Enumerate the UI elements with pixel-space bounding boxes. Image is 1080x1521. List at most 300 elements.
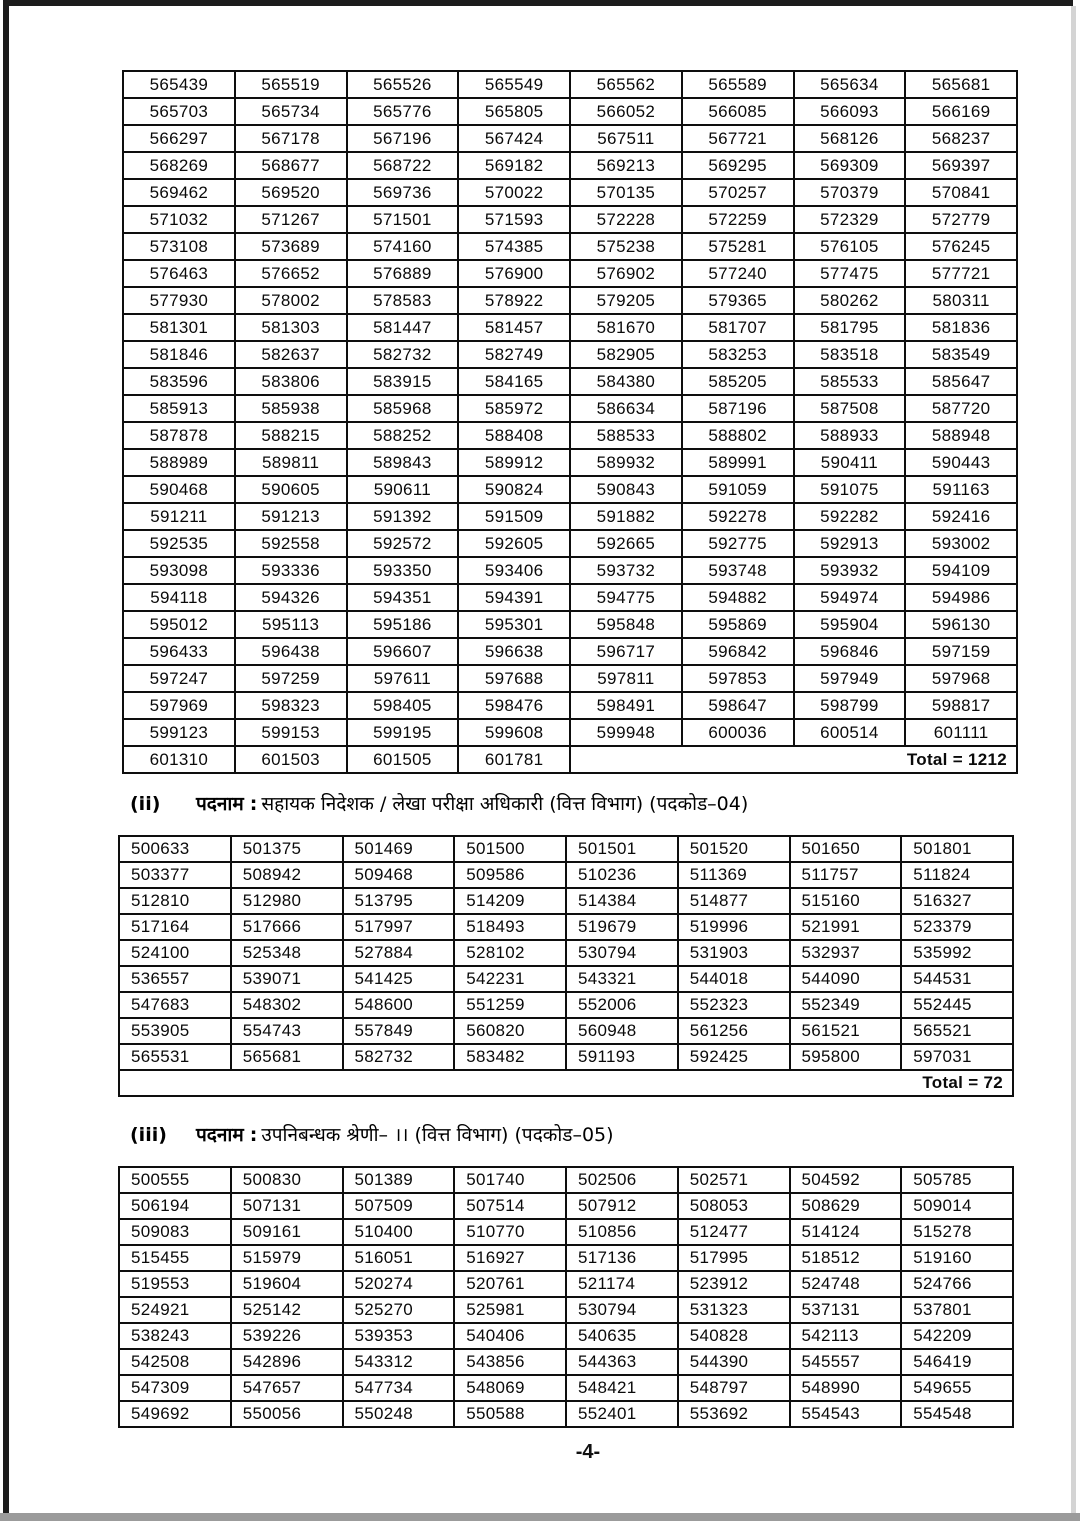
roll-number-cell: 570379 [794,179,906,206]
roll-number-cell: 581301 [123,314,235,341]
roll-number-cell: 601505 [347,746,459,773]
section-ii-heading [118,790,1018,818]
roll-number-cell: 524100 [119,940,231,966]
roll-number-cell: 554543 [790,1401,902,1427]
section-i [122,70,1018,774]
post-name-label: पदनाम [196,1124,244,1146]
roll-number-cell: 571501 [347,206,459,233]
roll-number-cell: 586634 [570,395,682,422]
roll-number-cell: 568237 [905,125,1017,152]
roll-number-cell: 512477 [678,1219,790,1245]
roll-number-cell: 585938 [235,395,347,422]
roll-number-cell: 508942 [231,862,343,888]
table-row [123,665,1017,692]
roll-number-cell: 569213 [570,152,682,179]
roll-number-cell: 582905 [570,341,682,368]
roll-number-cell: 521991 [790,914,902,940]
table-row [123,449,1017,476]
roll-number-cell: 570135 [570,179,682,206]
roll-number-cell: 530794 [566,1297,678,1323]
roll-number-cell: 597611 [347,665,459,692]
table-row [123,233,1017,260]
roll-number-cell: 565734 [235,98,347,125]
roll-number-cell: 592416 [905,503,1017,530]
roll-number-cell: 593748 [682,557,794,584]
roll-number-cell: 501500 [454,836,566,862]
roll-number-cell: 597949 [794,665,906,692]
table-row [123,503,1017,530]
roll-number-cell: 573108 [123,233,235,260]
roll-number-cell: 599608 [458,719,570,746]
roll-number-cell: 577240 [682,260,794,287]
roll-number-cell: 596717 [570,638,682,665]
roll-number-table-i [122,70,1018,774]
table-row [119,966,1013,992]
roll-number-cell: 583549 [905,341,1017,368]
roll-number-cell: 587196 [682,395,794,422]
roll-number-cell: 539353 [343,1323,455,1349]
table-row [123,584,1017,611]
page-edge-left [3,0,9,1513]
roll-number-cell: 591211 [123,503,235,530]
table-row [123,98,1017,125]
table-row [119,992,1013,1018]
roll-number-cell: 588215 [235,422,347,449]
roll-number-cell: 596638 [458,638,570,665]
roll-number-cell: 565519 [235,71,347,98]
roll-number-table-iii [118,1166,1014,1428]
roll-number-cell: 592913 [794,530,906,557]
table-row [123,530,1017,557]
roll-number-cell: 548421 [566,1375,678,1401]
roll-number-cell: 525142 [231,1297,343,1323]
page-edge-bottom [0,1513,1080,1521]
roll-number-cell: 601310 [123,746,235,773]
roll-number-cell: 514877 [678,888,790,914]
roll-number-cell: 583518 [794,341,906,368]
roll-number-cell: 569397 [905,152,1017,179]
roll-number-cell: 587878 [123,422,235,449]
total-cell: Total = 1212 [570,746,1017,773]
roll-number-cell: 501520 [678,836,790,862]
roll-number-cell: 541425 [343,966,455,992]
roll-number-cell: 552401 [566,1401,678,1427]
roll-number-cell: 544363 [566,1349,678,1375]
roll-number-cell: 550248 [343,1401,455,1427]
roll-number-cell: 581846 [123,341,235,368]
page-number: -4- [575,1441,601,1463]
roll-number-cell: 592282 [794,503,906,530]
page-edge-right [1071,6,1076,1513]
roll-number-cell: 501801 [901,836,1013,862]
roll-number-cell: 590824 [458,476,570,503]
table-row [119,1044,1013,1070]
roll-number-cell: 512810 [119,888,231,914]
roll-number-cell: 547657 [231,1375,343,1401]
roll-number-cell: 593932 [794,557,906,584]
table-row [119,862,1013,888]
table-row [123,341,1017,368]
roll-number-cell: 576900 [458,260,570,287]
roll-number-cell: 597968 [905,665,1017,692]
roll-number-cell: 581836 [905,314,1017,341]
roll-number-cell: 553692 [678,1401,790,1427]
section-ii [118,790,1018,1097]
roll-number-cell: 500555 [119,1167,231,1193]
roll-number-cell: 569182 [458,152,570,179]
table-row [119,1245,1013,1271]
roll-number-cell: 517164 [119,914,231,940]
roll-number-cell: 547683 [119,992,231,1018]
roll-number-cell: 557849 [343,1018,455,1044]
roll-number-cell: 550056 [231,1401,343,1427]
roll-number-cell: 565589 [682,71,794,98]
roll-number-cell: 579365 [682,287,794,314]
roll-number-cell: 518493 [454,914,566,940]
roll-number-cell: 582732 [347,341,459,368]
roll-number-cell: 593732 [570,557,682,584]
table-row [119,1401,1013,1427]
roll-number-cell: 567511 [570,125,682,152]
roll-number-cell: 578922 [458,287,570,314]
roll-number-cell: 591193 [566,1044,678,1070]
roll-number-cell: 572779 [905,206,1017,233]
roll-number-cell: 593002 [905,530,1017,557]
roll-number-cell: 589932 [570,449,682,476]
roll-number-cell: 576463 [123,260,235,287]
roll-number-cell: 525348 [231,940,343,966]
table-row [123,557,1017,584]
roll-number-cell: 504592 [790,1167,902,1193]
roll-number-cell: 509161 [231,1219,343,1245]
roll-number-cell: 569462 [123,179,235,206]
roll-number-cell: 585972 [458,395,570,422]
roll-number-cell: 552445 [901,992,1013,1018]
roll-number-cell: 561521 [790,1018,902,1044]
table-row [119,1271,1013,1297]
roll-number-cell: 575281 [682,233,794,260]
roll-number-cell: 572329 [794,206,906,233]
roll-number-cell: 513795 [343,888,455,914]
roll-number-cell: 568677 [235,152,347,179]
roll-number-cell: 582637 [235,341,347,368]
roll-number-cell: 554743 [231,1018,343,1044]
page-edge-top [3,0,1073,6]
roll-number-cell: 544090 [790,966,902,992]
roll-number-cell: 587720 [905,395,1017,422]
roll-number-cell: 591882 [570,503,682,530]
roll-number-cell: 510770 [454,1219,566,1245]
roll-number-cell: 595800 [790,1044,902,1070]
roll-number-cell: 509468 [343,862,455,888]
roll-number-cell: 585968 [347,395,459,422]
roll-number-cell: 581303 [235,314,347,341]
roll-number-cell: 596438 [235,638,347,665]
roll-number-cell: 566052 [570,98,682,125]
roll-number-cell: 524766 [901,1271,1013,1297]
roll-number-cell: 519553 [119,1271,231,1297]
roll-number-cell: 598405 [347,692,459,719]
roll-number-cell: 570022 [458,179,570,206]
roll-number-cell: 595012 [123,611,235,638]
roll-number-cell: 588989 [123,449,235,476]
roll-number-cell: 591075 [794,476,906,503]
roll-number-cell: 501469 [343,836,455,862]
roll-number-cell: 515455 [119,1245,231,1271]
roll-number-cell: 568269 [123,152,235,179]
roll-number-cell: 543312 [343,1349,455,1375]
roll-number-cell: 565521 [901,1018,1013,1044]
roll-number-cell: 535992 [901,940,1013,966]
roll-number-cell: 584165 [458,368,570,395]
roll-number-cell: 567178 [235,125,347,152]
roll-number-cell: 543321 [566,966,678,992]
roll-number-cell: 514124 [790,1219,902,1245]
roll-number-cell: 500633 [119,836,231,862]
roll-number-cell: 565776 [347,98,459,125]
roll-number-cell: 523379 [901,914,1013,940]
roll-number-cell: 517136 [566,1245,678,1271]
roll-number-cell: 542508 [119,1349,231,1375]
roll-number-cell: 553905 [119,1018,231,1044]
roll-number-cell: 515278 [901,1219,1013,1245]
roll-number-cell: 531903 [678,940,790,966]
roll-number-cell: 560820 [454,1018,566,1044]
roll-number-cell: 511757 [790,862,902,888]
section-iii-index: (iii) [130,1124,167,1146]
roll-number-cell: 568126 [794,125,906,152]
roll-number-cell: 517997 [343,914,455,940]
roll-number-cell: 515979 [231,1245,343,1271]
roll-number-cell: 583915 [347,368,459,395]
table-row [123,638,1017,665]
roll-number-cell: 576245 [905,233,1017,260]
roll-number-cell: 554548 [901,1401,1013,1427]
roll-number-cell: 590443 [905,449,1017,476]
roll-number-cell: 597259 [235,665,347,692]
table-row [119,888,1013,914]
roll-number-cell: 598323 [235,692,347,719]
roll-number-cell: 568722 [347,152,459,179]
table-row [119,1297,1013,1323]
roll-number-cell: 507131 [231,1193,343,1219]
roll-number-cell: 585533 [794,368,906,395]
roll-number-cell: 520761 [454,1271,566,1297]
roll-number-cell: 527884 [343,940,455,966]
table-row [119,914,1013,940]
roll-number-cell: 528102 [454,940,566,966]
roll-number-cell: 501740 [454,1167,566,1193]
roll-number-cell: 588933 [794,422,906,449]
roll-number-cell: 592775 [682,530,794,557]
roll-number-cell: 521174 [566,1271,678,1297]
heading-separator: : [249,793,258,815]
roll-number-cell: 537131 [790,1297,902,1323]
roll-number-cell: 592558 [235,530,347,557]
roll-number-cell: 590611 [347,476,459,503]
roll-number-cell: 518512 [790,1245,902,1271]
roll-number-cell: 593406 [458,557,570,584]
roll-number-cell: 583482 [454,1044,566,1070]
roll-number-cell: 565634 [794,71,906,98]
roll-number-cell: 591163 [905,476,1017,503]
roll-number-cell: 597853 [682,665,794,692]
roll-number-cell: 517995 [678,1245,790,1271]
table-row [119,1323,1013,1349]
roll-number-cell: 578002 [235,287,347,314]
roll-number-cell: 565439 [123,71,235,98]
roll-number-cell: 577930 [123,287,235,314]
roll-number-cell: 589843 [347,449,459,476]
roll-number-cell: 585205 [682,368,794,395]
roll-number-cell: 592278 [682,503,794,530]
roll-number-cell: 597247 [123,665,235,692]
roll-number-cell: 503377 [119,862,231,888]
roll-number-cell: 512980 [231,888,343,914]
roll-number-cell: 550588 [454,1401,566,1427]
roll-number-cell: 583806 [235,368,347,395]
table-row [119,1018,1013,1044]
roll-number-cell: 524921 [119,1297,231,1323]
roll-number-cell: 566093 [794,98,906,125]
roll-number-cell: 588533 [570,422,682,449]
roll-number-cell: 596842 [682,638,794,665]
roll-number-cell: 581670 [570,314,682,341]
roll-number-cell: 525981 [454,1297,566,1323]
table-row [123,152,1017,179]
roll-number-cell: 560948 [566,1018,678,1044]
roll-number-cell: 597688 [458,665,570,692]
roll-number-cell: 571267 [235,206,347,233]
roll-number-cell: 544018 [678,966,790,992]
roll-number-cell: 565805 [458,98,570,125]
roll-number-cell: 597031 [901,1044,1013,1070]
table-row [123,314,1017,341]
roll-number-cell: 508053 [678,1193,790,1219]
roll-number-cell: 596130 [905,611,1017,638]
roll-number-cell: 551259 [454,992,566,1018]
roll-number-cell: 594326 [235,584,347,611]
roll-number-cell: 591392 [347,503,459,530]
roll-number-cell: 577721 [905,260,1017,287]
roll-number-cell: 576902 [570,260,682,287]
roll-number-cell: 542113 [790,1323,902,1349]
roll-number-cell: 587508 [794,395,906,422]
roll-number-cell: 567721 [682,125,794,152]
roll-number-cell: 517666 [231,914,343,940]
roll-number-cell: 595869 [682,611,794,638]
roll-number-cell: 600514 [794,719,906,746]
roll-number-cell: 571593 [458,206,570,233]
roll-number-cell: 589811 [235,449,347,476]
roll-number-cell: 576889 [347,260,459,287]
roll-number-cell: 598476 [458,692,570,719]
roll-number-cell: 519679 [566,914,678,940]
roll-number-cell: 509586 [454,862,566,888]
roll-number-cell: 588408 [458,422,570,449]
roll-number-cell: 576652 [235,260,347,287]
roll-number-cell: 594118 [123,584,235,611]
roll-number-cell: 520274 [343,1271,455,1297]
roll-number-cell: 598799 [794,692,906,719]
heading-separator: : [249,1124,258,1146]
table-row [123,476,1017,503]
roll-number-cell: 507509 [343,1193,455,1219]
roll-number-cell: 575238 [570,233,682,260]
roll-number-cell: 592535 [123,530,235,557]
table-row [119,1167,1013,1193]
roll-number-cell: 519160 [901,1245,1013,1271]
roll-number-cell: 501650 [790,836,902,862]
roll-number-cell: 531323 [678,1297,790,1323]
roll-number-cell: 596433 [123,638,235,665]
roll-number-cell: 548302 [231,992,343,1018]
roll-number-cell: 547309 [119,1375,231,1401]
roll-number-cell: 566085 [682,98,794,125]
table-row [123,611,1017,638]
roll-number-cell: 566297 [123,125,235,152]
roll-number-cell: 569736 [347,179,459,206]
roll-number-cell: 509014 [901,1193,1013,1219]
roll-number-cell: 565703 [123,98,235,125]
roll-number-cell: 590411 [794,449,906,476]
roll-number-cell: 580262 [794,287,906,314]
roll-number-cell: 591059 [682,476,794,503]
roll-number-cell: 594882 [682,584,794,611]
roll-number-cell: 591213 [235,503,347,530]
roll-number-cell: 502571 [678,1167,790,1193]
roll-number-cell: 572259 [682,206,794,233]
roll-number-cell: 598647 [682,692,794,719]
roll-number-cell: 599123 [123,719,235,746]
roll-number-cell: 546419 [901,1349,1013,1375]
roll-number-cell: 537801 [901,1297,1013,1323]
roll-number-cell: 519996 [678,914,790,940]
total-cell: Total = 72 [119,1070,1013,1096]
roll-number-cell: 538243 [119,1323,231,1349]
roll-number-cell: 590605 [235,476,347,503]
roll-number-cell: 565562 [570,71,682,98]
roll-number-cell: 532937 [790,940,902,966]
roll-number-cell: 594391 [458,584,570,611]
table-row [123,206,1017,233]
roll-number-cell: 599195 [347,719,459,746]
roll-number-cell: 509083 [119,1219,231,1245]
roll-number-cell: 594351 [347,584,459,611]
roll-number-cell: 501501 [566,836,678,862]
roll-number-cell: 542231 [454,966,566,992]
roll-number-cell: 590468 [123,476,235,503]
roll-number-cell: 507514 [454,1193,566,1219]
table-row [123,71,1017,98]
roll-number-cell: 501375 [231,836,343,862]
roll-number-cell: 578583 [347,287,459,314]
table-row [119,1219,1013,1245]
roll-number-cell: 500830 [231,1167,343,1193]
roll-number-cell: 574385 [458,233,570,260]
roll-number-cell: 530794 [566,940,678,966]
roll-number-cell: 542896 [231,1349,343,1375]
roll-number-cell: 581457 [458,314,570,341]
roll-number-cell: 594986 [905,584,1017,611]
roll-number-cell: 596607 [347,638,459,665]
roll-number-cell: 519604 [231,1271,343,1297]
roll-number-cell: 507912 [566,1193,678,1219]
roll-number-cell: 547734 [343,1375,455,1401]
roll-number-cell: 540406 [454,1323,566,1349]
roll-number-cell: 524748 [790,1271,902,1297]
roll-number-cell: 597969 [123,692,235,719]
